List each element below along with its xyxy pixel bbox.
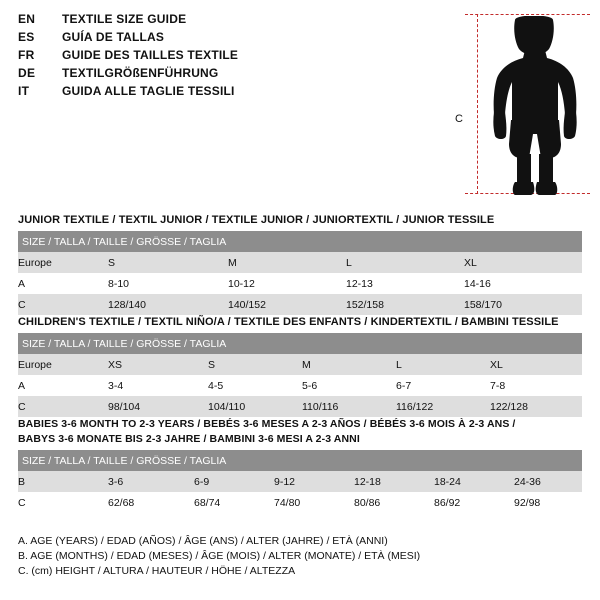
cell: 24-36 [514,471,582,492]
cell: M [302,354,396,375]
cell: 116/122 [396,396,490,417]
cell: 4-5 [208,375,302,396]
legend-line-a: A. AGE (YEARS) / EDAD (AÑOS) / ÂGE (ANS) / ALTER (JAHRE) / ETÀ (ANNI) [18,535,388,547]
section-children [18,316,582,417]
cell: 86/92 [434,492,514,513]
measure-line-top [465,14,590,15]
cell: 68/74 [194,492,274,513]
table-row [18,252,582,273]
cell: 8-10 [108,273,228,294]
legend [18,534,582,579]
table-row [18,294,582,315]
cell: 98/104 [108,396,208,417]
table-header-row [18,450,582,471]
cell: 5-6 [302,375,396,396]
cell: XS [108,354,208,375]
cell: 92/98 [514,492,582,513]
table-header-row [18,231,582,252]
language-row [18,48,448,66]
junior-size-table [18,231,582,315]
language-row [18,30,448,48]
table-row [18,375,582,396]
cell: 9-12 [274,471,354,492]
language-title: TEXTILGRÖßENFÜHRUNG [62,66,219,80]
cell: 140/152 [228,294,346,315]
cell: 128/140 [108,294,228,315]
cell: 3-6 [108,471,194,492]
measure-line-vertical [477,14,478,194]
cell: 62/68 [108,492,194,513]
cell: 74/80 [274,492,354,513]
language-title: GUIDA ALLE TAGLIE TESSILI [62,84,235,98]
babies-size-table [18,450,582,513]
cell: XL [490,354,582,375]
row-label: C [18,396,108,417]
legend-line-c: C. (cm) HEIGHT / ALTURA / HAUTEUR / HÖHE / ALTEZZA [18,565,296,577]
cell: 110/116 [302,396,396,417]
section-junior [18,214,582,315]
language-row [18,12,448,30]
cell: L [346,252,464,273]
language-title: GUÍA DE TALLAS [62,30,165,44]
cell: 7-8 [490,375,582,396]
cell: S [208,354,302,375]
cell: 10-12 [228,273,346,294]
cell: 6-7 [396,375,490,396]
table-row [18,471,582,492]
cell: 122/128 [490,396,582,417]
table-header-row [18,333,582,354]
cell: 158/170 [464,294,582,315]
measure-label-c: C [455,113,463,125]
table-row [18,273,582,294]
section-title-babies-line1: BABIES 3-6 MONTH TO 2-3 YEARS / BEBÉS 3-6 MESES A 2-3 AÑOS / BÉBÉS 3-6 MOIS À 2-3 ANS / [18,418,516,430]
table-row [18,354,582,375]
cell: L [396,354,490,375]
section-babies [18,418,582,513]
language-code: EN [18,12,36,26]
cell: 14-16 [464,273,582,294]
children-size-table [18,333,582,417]
section-title-babies-line2: BABYS 3-6 MONATE BIS 2-3 JAHRE / BAMBINI 3-6 MESI A 2-3 ANNI [18,433,360,445]
language-header [18,12,448,102]
cell: XL [464,252,582,273]
cell: 18-24 [434,471,514,492]
cell: S [108,252,228,273]
cell: 3-4 [108,375,208,396]
row-label: B [18,471,108,492]
language-row [18,66,448,84]
size-header-label: SIZE / TALLA / TAILLE / GRÖSSE / TAGLIA [18,333,582,354]
cell: 6-9 [194,471,274,492]
cell: 104/110 [208,396,302,417]
row-label: A [18,273,108,294]
language-title: TEXTILE SIZE GUIDE [62,12,187,26]
cell: 12-18 [354,471,434,492]
language-code: IT [18,84,30,98]
legend-line-b: B. AGE (MONTHS) / EDAD (MESES) / ÂGE (MOIS) / ALTER (MONATE) / ETÀ (MESI) [18,550,421,562]
cell: 12-13 [346,273,464,294]
section-title-children: CHILDREN'S TEXTILE / TEXTIL NIÑO/A / TEXTILE DES ENFANTS / KINDERTEXTIL / BAMBINI TESSILE [18,316,559,328]
size-header-label: SIZE / TALLA / TAILLE / GRÖSSE / TAGLIA [18,450,582,471]
section-title-junior: JUNIOR TEXTILE / TEXTIL JUNIOR / TEXTILE JUNIOR / JUNIORTEXTIL / JUNIOR TESSILE [18,214,495,226]
cell: M [228,252,346,273]
table-row [18,396,582,417]
cell: 80/86 [354,492,434,513]
size-header-label: SIZE / TALLA / TAILLE / GRÖSSE / TAGLIA [18,231,582,252]
measurement-figure [455,8,595,203]
language-row [18,84,448,102]
toddler-silhouette-icon [485,16,585,198]
row-label: C [18,294,108,315]
table-row [18,492,582,513]
row-label: C [18,492,108,513]
language-title: GUIDE DES TAILLES TEXTILE [62,48,239,62]
row-label: Europe [18,252,108,273]
row-label: Europe [18,354,108,375]
language-code: DE [18,66,36,80]
language-code: FR [18,48,35,62]
row-label: A [18,375,108,396]
language-code: ES [18,30,35,44]
cell: 152/158 [346,294,464,315]
